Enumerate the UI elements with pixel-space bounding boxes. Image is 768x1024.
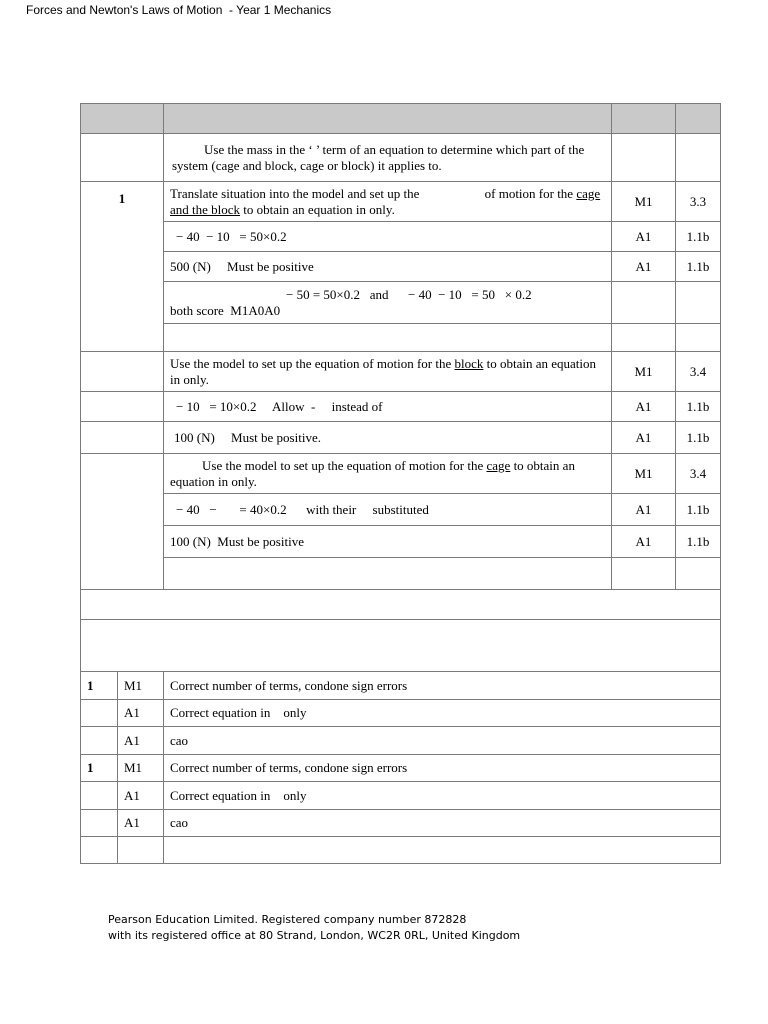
notes-number <box>81 810 118 837</box>
notes-text: Correct number of terms, condone sign errors <box>164 672 721 700</box>
scheme-note: − 50 = 50×0.2 and − 40 − 10 = 50 × 0.2 both score M1A0A0 <box>164 282 612 324</box>
mark-code: A1 <box>612 422 676 454</box>
notes-row <box>81 782 721 810</box>
table-row <box>81 558 721 590</box>
equation: − 40 − 10 = 50×0.2 <box>164 222 612 252</box>
note-row <box>81 134 721 182</box>
notes-row <box>81 672 721 700</box>
table-row <box>81 392 721 422</box>
notes-spacer-row <box>81 590 721 620</box>
equation: − 40 − = 40×0.2 with their substituted <box>164 494 612 526</box>
scheme-text: Use the model to set up the equation of motion for the cage to obtain an equation in only. <box>164 454 612 494</box>
header-cell-ao <box>676 104 721 134</box>
notes-number <box>81 727 118 755</box>
notes-text: cao <box>164 727 721 755</box>
mark-code: A1 <box>612 392 676 422</box>
table-row <box>81 324 721 352</box>
ao-code: 1.1b <box>676 494 721 526</box>
mark-code: A1 <box>612 252 676 282</box>
ao-code: 1.1b <box>676 252 721 282</box>
table-row <box>81 182 721 222</box>
ao-code: 1.1b <box>676 422 721 454</box>
ao-code: 3.4 <box>676 454 721 494</box>
table-header-row <box>81 104 721 134</box>
notes-text: Correct number of terms, condone sign errors <box>164 755 721 782</box>
notes-row <box>81 837 721 864</box>
notes-text: Correct equation in only <box>164 782 721 810</box>
footer-line: with its registered office at 80 Strand, London, WC2R 0RL, United Kingdom <box>108 929 521 942</box>
mark-code: M1 <box>612 352 676 392</box>
question-number: 1 <box>81 182 164 352</box>
notes-mark: M1 <box>118 755 164 782</box>
ao-code: 1.1b <box>676 392 721 422</box>
mark-code: M1 <box>612 454 676 494</box>
mark-code: M1 <box>612 182 676 222</box>
table-row <box>81 222 721 252</box>
table-row <box>81 526 721 558</box>
page-footer <box>108 912 520 944</box>
table-row <box>81 422 721 454</box>
scheme-text: 100 (N) Must be positive <box>164 526 612 558</box>
notes-mark: A1 <box>118 727 164 755</box>
notes-mark: A1 <box>118 782 164 810</box>
ao-code: 1.1b <box>676 526 721 558</box>
table-row <box>81 252 721 282</box>
notes-heading-row <box>81 620 721 672</box>
scheme-text: 500 (N) Must be positive <box>164 252 612 282</box>
notes-table <box>80 671 721 864</box>
notes-text: cao <box>164 810 721 837</box>
notes-mark: A1 <box>118 810 164 837</box>
scheme-text: Use the model to set up the equation of motion for the block to obtain an equation in only. <box>164 352 612 392</box>
notes-row <box>81 810 721 837</box>
notes-mark: M1 <box>118 672 164 700</box>
notes-number: 1 <box>81 755 118 782</box>
ao-code: 3.3 <box>676 182 721 222</box>
equation: − 10 = 10×0.2 Allow - instead of <box>164 392 612 422</box>
table-row <box>81 454 721 494</box>
header-cell-question <box>81 104 164 134</box>
header-cell-scheme <box>164 104 612 134</box>
notes-number: 1 <box>81 672 118 700</box>
notes-mark: A1 <box>118 700 164 727</box>
table-row <box>81 282 721 324</box>
mark-code: A1 <box>612 222 676 252</box>
scheme-text: Translate situation into the model and set up the of motion for the cage and the block to obtain an equation in only. <box>164 182 612 222</box>
notes-number <box>81 782 118 810</box>
notes-number <box>81 700 118 727</box>
mark-code: A1 <box>612 526 676 558</box>
ao-code: 1.1b <box>676 222 721 252</box>
footer-line: Pearson Education Limited. Registered company number 872828 <box>108 913 467 926</box>
table-row <box>81 494 721 526</box>
document-header: Forces and Newton's Laws of Motion - Year 1 Mechanics <box>26 3 332 17</box>
header-cell-marks <box>612 104 676 134</box>
scheme-text: 100 (N) Must be positive. <box>164 422 612 454</box>
notes-text: Correct equation in only <box>164 700 721 727</box>
notes-row <box>81 700 721 727</box>
mark-scheme-table <box>80 103 721 672</box>
notes-row <box>81 727 721 755</box>
table-row <box>81 352 721 392</box>
notes-row <box>81 755 721 782</box>
note-text: Use the mass in the ‘ ’ term of an equation to determine which part of the system (cage and block, cage or block) it applies to. <box>164 134 612 182</box>
ao-code: 3.4 <box>676 352 721 392</box>
mark-code: A1 <box>612 494 676 526</box>
